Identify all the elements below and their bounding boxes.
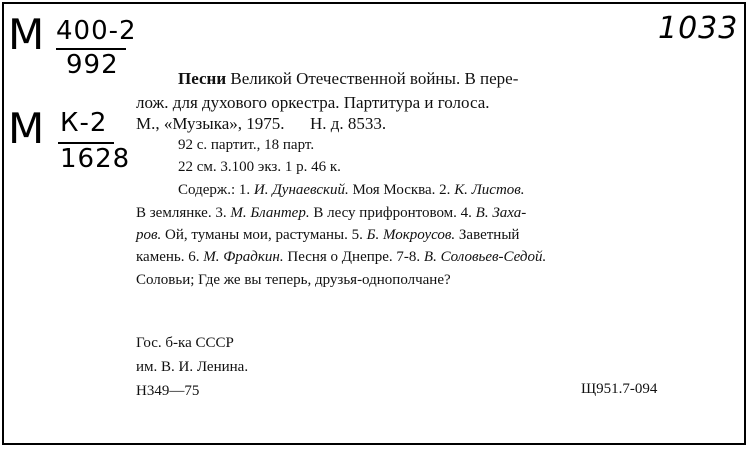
contents-text: Ой, туманы мои, растуманы. 5. bbox=[161, 227, 367, 243]
shelf-code-2: К-2 bbox=[60, 108, 108, 138]
catalog-card bbox=[2, 2, 746, 445]
contents-author: ров. bbox=[136, 227, 162, 243]
entry-line-2: лож. для духового оркестра. Партитура и голоса. bbox=[136, 93, 490, 112]
contents-text: В землянке. 3. bbox=[136, 205, 231, 221]
contents-line bbox=[178, 180, 525, 201]
contents-author: И. Дунаевский. bbox=[253, 182, 349, 198]
entry-line-1 bbox=[178, 68, 518, 89]
shelf-letter-1: М bbox=[8, 10, 46, 59]
entry-line-1-text: Великой Отечественной войны. В пере- bbox=[226, 69, 519, 88]
contents-text: камень. 6. bbox=[136, 249, 204, 265]
contents-text: В лесу прифронтовом. 4. bbox=[309, 205, 476, 221]
contents-line bbox=[136, 225, 519, 246]
contents-author: М. Блантер. bbox=[230, 205, 310, 221]
contents-text: Соловьи; Где же вы теперь, друзья-однополчане? bbox=[136, 272, 451, 288]
contents-author: В. Соловьев-Седой. bbox=[423, 249, 547, 265]
library-line-2: им. В. И. Ленина. bbox=[136, 359, 249, 375]
entry-line-3: М., «Музыка», 1975. Н. д. 8533. bbox=[136, 114, 387, 133]
contents-text: Моя Москва. 2. bbox=[348, 182, 455, 198]
contents-text: Содерж.: 1. bbox=[178, 182, 254, 198]
card-number: 1033 bbox=[658, 11, 739, 46]
entry-line-4: 92 с. партит., 18 парт. bbox=[178, 137, 315, 153]
contents-author: К. Листов. bbox=[454, 182, 525, 198]
shelf-number-2: 1628 bbox=[60, 144, 131, 174]
contents-line bbox=[136, 247, 546, 268]
shelf-letter-2: М bbox=[8, 104, 46, 153]
card-code-right: Щ951.7-094 bbox=[581, 381, 658, 397]
card-code-left: Н349—75 bbox=[136, 383, 200, 399]
contents-author: М. Фрадкин. bbox=[203, 249, 284, 265]
contents-text: Заветный bbox=[455, 227, 520, 243]
entry-title: Песни bbox=[178, 69, 227, 88]
contents-author: Б. Мокроусов. bbox=[366, 227, 456, 243]
contents-author: В. Заха- bbox=[475, 205, 527, 221]
contents-line bbox=[136, 270, 451, 291]
entry-line-5: 22 см. 3.100 экз. 1 р. 46 к. bbox=[178, 159, 341, 175]
contents-text: Песня о Днепре. 7-8. bbox=[283, 249, 424, 265]
shelf-number-1: 992 bbox=[66, 50, 119, 80]
contents-line bbox=[136, 203, 526, 224]
shelf-code-1: 400-2 bbox=[56, 16, 137, 46]
library-line-1: Гос. б-ка СССР bbox=[136, 335, 234, 351]
